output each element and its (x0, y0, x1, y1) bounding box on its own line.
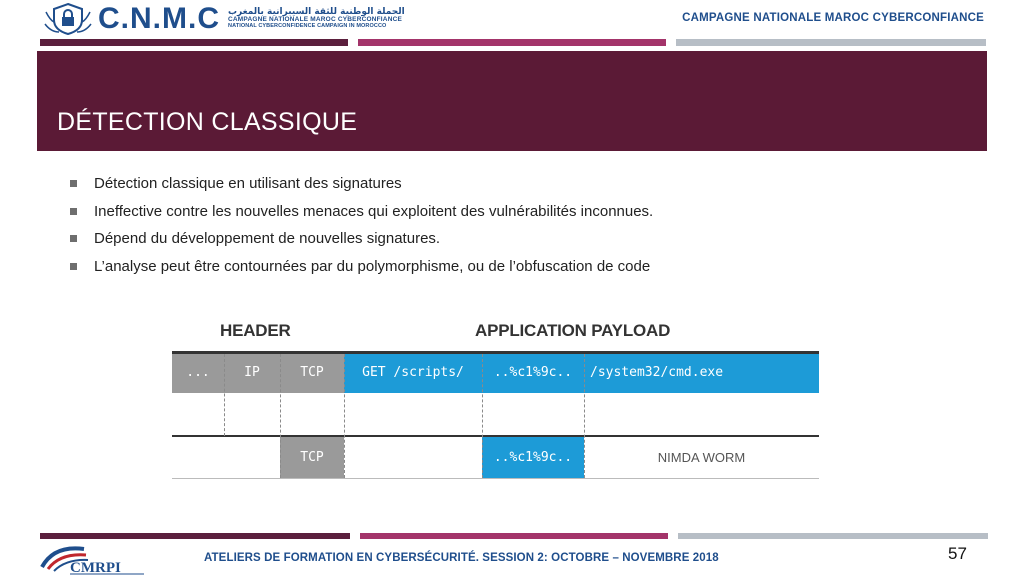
bullet-item (70, 198, 950, 226)
packet-cell-ellipsis: ... (172, 352, 224, 393)
signature-cell-name: NIMDA WORM (657, 450, 746, 465)
payload-label: APPLICATION PAYLOAD (475, 321, 671, 340)
page-number: 57 (948, 544, 967, 563)
cnmc-logo (42, 2, 462, 36)
bottom-bar-grey (678, 533, 988, 539)
bullet-item (70, 225, 950, 253)
signature-cell-tcp: TCP (280, 436, 344, 479)
bullet-text: L’analyse peut être contournées par du polymorphisme, ou de l’obfuscation de code (94, 257, 651, 275)
packet-cell-ip: IP (224, 352, 280, 393)
cmrpi-logo (40, 541, 150, 575)
signature-cell-encoded: ..%c1%9c.. (482, 436, 584, 479)
top-bar-dark (40, 39, 348, 46)
bullet-text: Dépend du développement de nouvelles signatures. (94, 230, 441, 248)
square-bullet-icon (70, 180, 77, 187)
diagram-mid-rule (172, 435, 819, 437)
bullet-text: Ineffective contre les nouvelles menaces qui exploitent des vulnérabilités inconnues. (94, 202, 654, 220)
packet-cell-tcp: TCP (280, 352, 344, 393)
column-separator (584, 354, 585, 478)
column-separator (344, 354, 345, 478)
bullet-text: Détection classique en utilisant des signatures (94, 175, 402, 193)
bottom-bar-dark (40, 533, 350, 539)
payload-cell-encoded: ..%c1%9c.. (482, 352, 584, 393)
packet-signature-diagram (172, 315, 822, 485)
header-label: HEADER (220, 321, 291, 340)
bullet-list (70, 170, 950, 280)
bullet-item (70, 253, 950, 281)
logo-subtitle-french: CAMPAGNE NATIONALE MAROC CYBERCONFIANCE (228, 16, 403, 24)
column-separator (224, 354, 225, 436)
logo-subtitle-arabic: الحملة الوطنية للثقة السيبرانية بالمغرب (228, 6, 405, 17)
payload-cell-path: /system32/cmd.exe (584, 352, 819, 393)
payload-cell-get: GET /scripts/ (344, 352, 482, 393)
cnmc-logo-text: C.N.M.C (98, 2, 220, 35)
slide-title: DÉTECTION CLASSIQUE (57, 108, 358, 136)
bullet-item (70, 170, 950, 198)
cmrpi-swoosh-icon (40, 541, 150, 575)
square-bullet-icon (70, 208, 77, 215)
column-separator (280, 354, 281, 478)
column-separator (482, 354, 483, 478)
signature-row (172, 436, 819, 479)
campaign-title: CAMPAGNE NATIONALE MAROC CYBERCONFIANCE (682, 12, 984, 24)
bottom-bar-magenta (360, 533, 668, 539)
square-bullet-icon (70, 263, 77, 270)
logo-subtitle-english: NATIONAL CYBERCONFIDENCE CAMPAIGN IN MOROCCO (228, 23, 387, 30)
cmrpi-logo-text: CMRPI (70, 560, 121, 575)
square-bullet-icon (70, 235, 77, 242)
diagram-bottom-rule (172, 478, 819, 479)
top-bar-grey (676, 39, 986, 46)
cnmc-logo-subtitle (228, 8, 405, 30)
title-band (37, 51, 987, 151)
cnmc-emblem-icon (42, 2, 94, 36)
top-bar-magenta (358, 39, 666, 46)
diagram-top-rule (172, 351, 819, 354)
footer-session-text: ATELIERS DE FORMATION EN CYBERSÉCURITÉ. SESSION 2: OCTOBRE – NOVEMBRE 2018 (204, 552, 719, 564)
packet-row (172, 352, 819, 393)
